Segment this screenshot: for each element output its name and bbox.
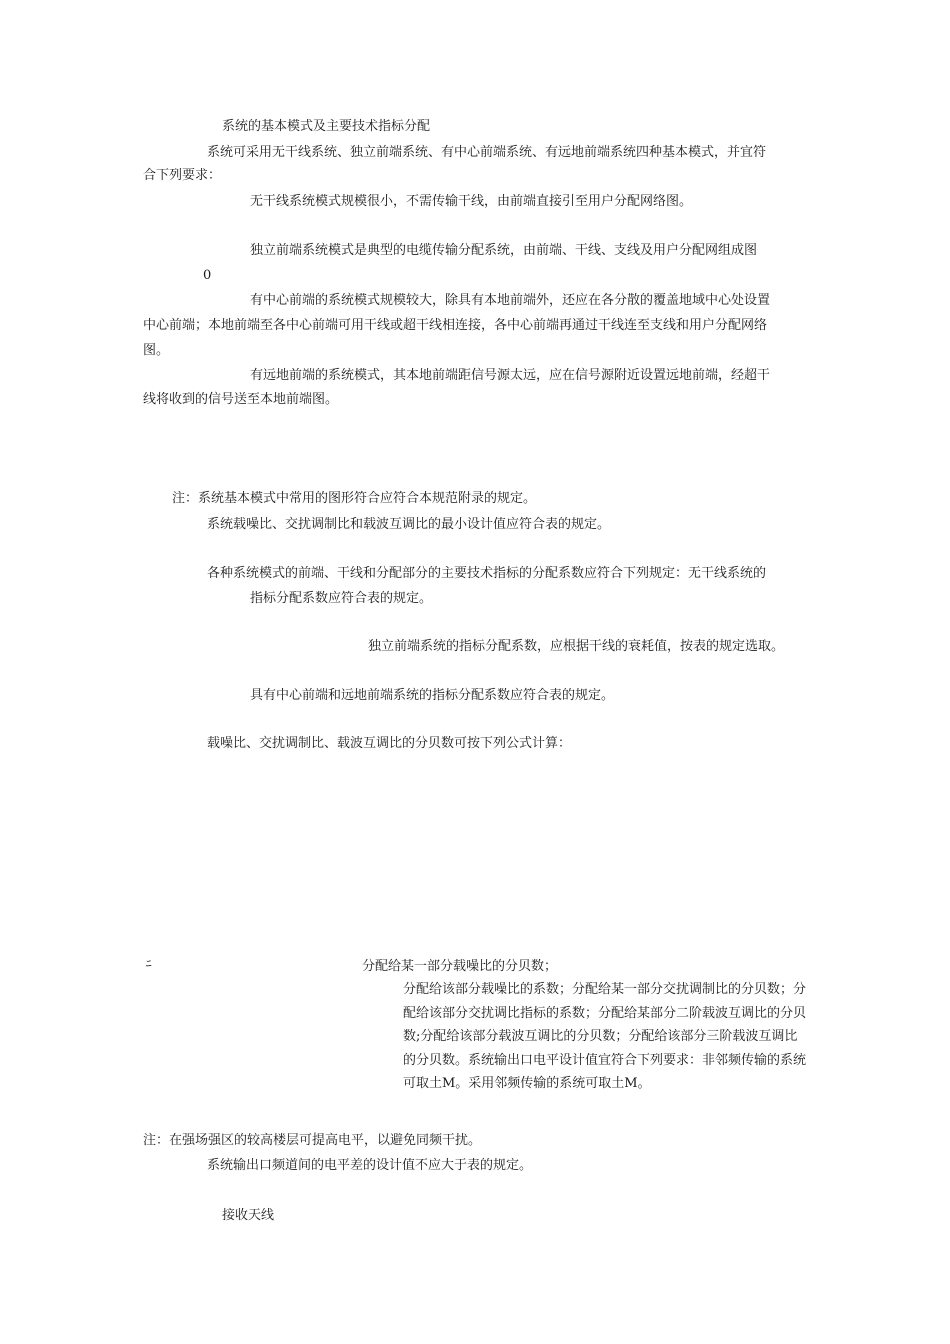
- paragraph-central-remote-coefficients: 具有中心前端和远地前端系统的指标分配系数应符合表的规定。: [250, 688, 615, 703]
- section-heading: 系统的基本模式及主要技术指标分配: [222, 119, 431, 134]
- paragraph-no-trunk: 无干线系统模式规模很小，不需传输干线，由前端直接引至用户分配网络图。: [250, 194, 693, 209]
- paragraph-independent-coefficients: 独立前端系统的指标分配系数，应根据干线的衰耗值，按表的规定选取。: [368, 639, 785, 654]
- paragraph-formula-intro: 载噪比、交扰调制比、载波互调比的分贝数可按下列公式计算：: [207, 736, 572, 751]
- formula-mark: ﾆ: [146, 957, 152, 970]
- paragraph-level-difference: 系统输出口频道间的电平差的设计值不应大于表的规定。: [207, 1158, 533, 1173]
- section-receiving-antenna: 接收天线: [222, 1208, 275, 1223]
- paragraph-min-design-values: 系统载噪比、交扰调制比和载波互调比的最小设计值应符合表的规定。: [207, 517, 611, 532]
- definition-block: 分配给该部分载噪比的系数；分配给某一部分交扰调制比的分贝数；分配给该部分交扰调比指标的系数；分配给某部分二阶载波互调比的分贝数;分配给该部分载波互调比的分贝数；分配给该部分三阶载波互调比的分贝数。系统输出口电平设计值宜符合下列要求：非邻频传输的系统可取土M。采用邻频传输的系统可取土M。: [403, 982, 807, 1091]
- definition-cnr-db: 分配给某一部分载噪比的分贝数；: [362, 959, 558, 974]
- note-high-field: 注：在强场强区的较高楼层可提高电平，以避免同频干扰。: [143, 1133, 482, 1148]
- note-symbols: 注：系统基本模式中常用的图形符合应符合本规范附录的规定。: [172, 491, 537, 506]
